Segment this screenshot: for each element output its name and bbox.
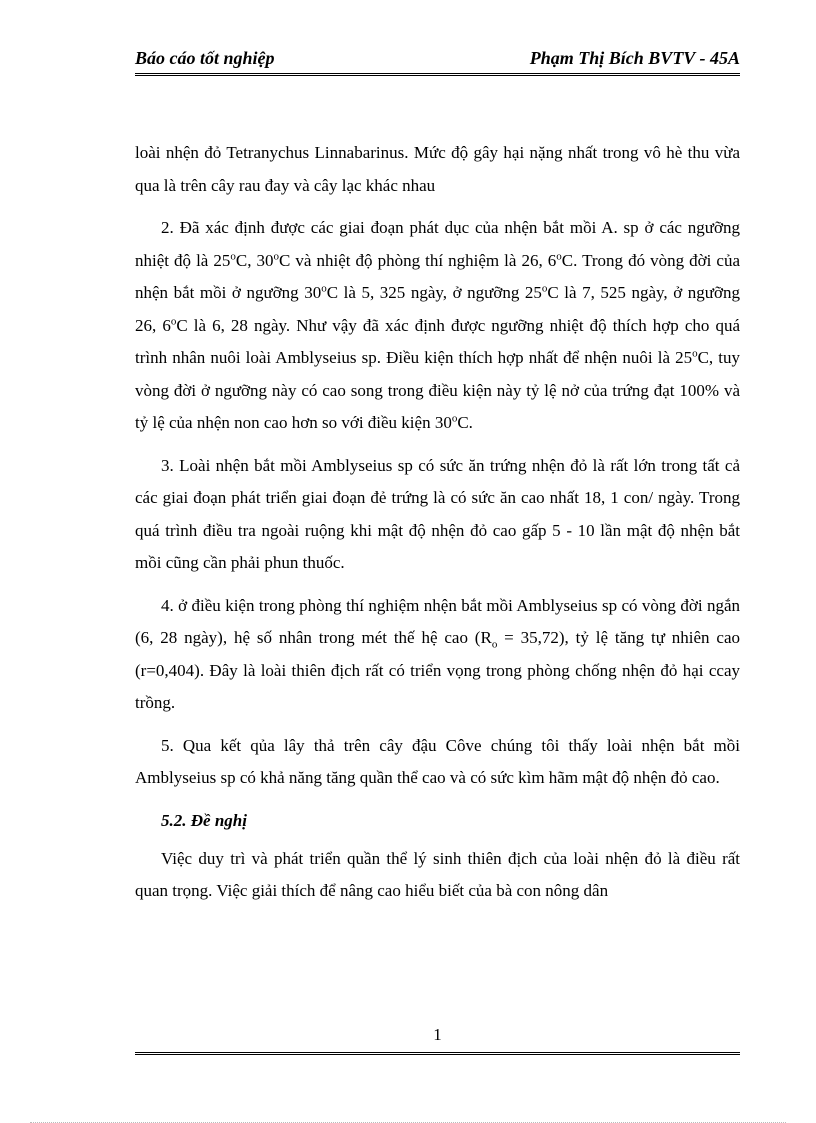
paragraph-recommendation: Việc duy trì và phát triển quần thể lý sinh thiên địch của loài nhện đỏ là điều rất quan trọng. Việc giải thích để nâng cao hiểu biết của bà con nông dân: [135, 848, 740, 900]
page-header: [135, 46, 740, 74]
section-heading: 5.2. Đề nghị: [161, 810, 247, 830]
header-rule: [135, 73, 740, 78]
paragraph-item-2: 2. Đã xác định được các giai đoạn phát dục của nhện bắt mồi A. sp ở các ngưỡng nhiệt độ là 25$^o$C, 30$^o$C và nhiệt độ phòng thí nghiệm là 26, 6$^o$C. Trong đó vòng đời của nhện bắt mồi ở ngưỡng 30$^o$C là 5, 325 ngày, ở ngưỡng 25$^o$C là 7, 525 ngày, ở ngưỡng 26, 6$^o$C là 6, 28 ngày. Như vậy đã xác định được ngưỡng nhiệt độ thích hợp cho quá trình nhân nuôi loài Amblyseius sp. Điều kiện thích hợp nhất để nhện nuôi là 25$^o$C, tuy vòng đời ở ngưỡng này có cao song trong điều kiện này tỷ lệ nở của trứng đạt 100% và tỷ lệ của nhện non cao hơn so với điều kiện 30$^o$C.: [135, 218, 741, 432]
paragraph-item-4: 4. ở điều kiện trong phòng thí nghiệm nhện bắt mồi Amblyseius sp có vòng đời ngắn (6, 28 ngày), hệ số nhân trong mét thế hệ cao $(R_o = 35,72)$, tỷ lệ tăng tự nhiên cao (r=0,404). Đây là loài thiên địch rất có triển vọng trong phòng chống nhện đỏ hại ccay trồng.: [135, 595, 740, 712]
paragraph-continuation: loài nhện đỏ Tetranychus Linnabarinus. Mức độ gây hại nặng nhất trong vô hè thu vừa qua là trên cây rau đay và cây lạc khác nhau: [135, 143, 740, 195]
page-number: 1: [433, 1025, 442, 1044]
paragraph-item-5: 5. Qua kết qủa lây thả trên cây đậu Côve chúng tôi thấy loài nhện bắt mồi Amblyseius sp có khả năng tăng quần thể cao và có sức kìm hãm mật độ nhện đỏ cao.: [135, 735, 740, 787]
header-author: Phạm Thị Bích BVTV - 45A: [529, 48, 740, 68]
page-body: [135, 137, 740, 918]
page-footer: [135, 1024, 740, 1064]
paragraph-item-3: 3. Loài nhện bắt mồi Amblyseius sp có sức ăn trứng nhện đỏ là rất lớn trong tất cả các giai đoạn phát triển giai đoạn đẻ trứng là có sức ăn cao nhất 18, 1 con/ ngày. Trong quá trình điều tra ngoài ruộng khi mật độ nhện đỏ cao gấp 5 - 10 lần mật độ nhện bắt mồi cũng cần phải phun thuốc.: [135, 455, 740, 572]
footer-rule: [135, 1052, 740, 1057]
header-report-title: Báo cáo tốt nghiệp: [135, 48, 275, 68]
